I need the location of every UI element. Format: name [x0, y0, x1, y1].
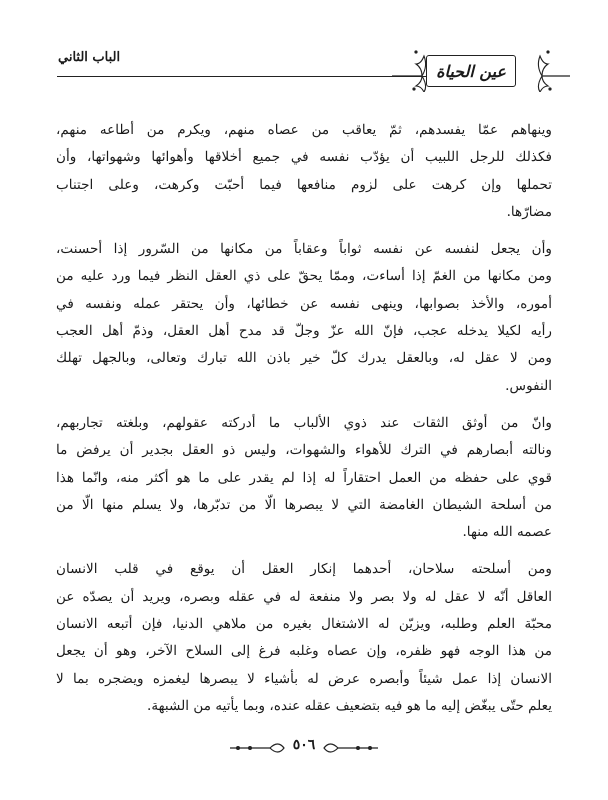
text-line: ومن أسلحته سلاحان، أحدهما إنكار العقل أن يوقع في قلب الانسان	[56, 561, 552, 578]
text-line: ومن مكانها من الغمّ إذا أساءت، وممّا يحقّ على ذي العقل النظر فيما ورد عليه من	[56, 268, 552, 285]
text-line: مضارّها.	[506, 203, 552, 220]
text-line: تحملها وإن كرهت على لزوم منافعها فيما أحبّت وكرهت، وعلى اجتناب	[56, 176, 552, 193]
header-rule	[57, 76, 438, 77]
page-body	[56, 117, 552, 730]
book-title: عين الحياة	[436, 61, 506, 81]
chapter-label: الباب الثاني	[58, 50, 121, 65]
text-line: وانّ من أوثق الثقات عند ذوي الألباب ما أدركته عقولهم، وبلغته تجاربهم،	[56, 414, 552, 431]
text-line: العاقل أنّه لا عقل له ولا بصر ولا منفعة له في عقله وبصره، ويريد أن يصدّه عن	[56, 588, 552, 605]
text-line: ونالته أبصارهم في الترك للأهواء والشهوات، وليس ذو العقل بجدير أن يرفض ما	[56, 442, 552, 459]
footer-ornament-left-icon	[230, 739, 286, 757]
text-line: النفوس.	[505, 377, 552, 394]
text-line: من هذا الوجه فهو ظفره، وإن عصاه وغلبه فرغ إلى السلاح الآخر، وهو أن يجعل	[56, 643, 552, 660]
text-line: قوي على حفظه من العمل احتقاراً له إذا لم يقدر على ما هو أكثر منه، وانّما هذا	[56, 469, 552, 486]
text-line: ومن لا عقل له، وبالعقل يدرك كلّ خير باذن الله تبارك وتعالى، وبالجهل تهلك	[56, 350, 552, 367]
text-line: وأن يجعل لنفسه عن نفسه ثواباً وعقاباً من مكانها من السّرور إذا أحسنت،	[56, 241, 552, 258]
text-line: يعلم حتّى يبغّض إليه ما هو فيه بتضعيف عقله عنده، وبما يأتيه من الشبهة.	[147, 697, 552, 714]
paragraph	[56, 556, 552, 720]
text-line: الانسان إذا عمل شيئاً وأبصره عرض له بأشياء لا يبصرها ليغمزه ويضجره بما لا	[56, 670, 552, 687]
paragraph	[56, 410, 552, 546]
book-title-box	[426, 55, 516, 87]
text-line: من أسلحة الشيطان الغامضة التي لا يبصرها الّا من تدبّرها، ولا يسلم منها الّا من	[56, 496, 552, 513]
paragraph	[56, 236, 552, 400]
page-header	[0, 0, 608, 100]
text-line: وينهاهم عمّا يفسدهم، ثمّ يعاقب من عصاه منهم، ويكرم من أطاعه منهم،	[56, 122, 552, 138]
text-line: أموره، والأخذ بصوابها، وينهى نفسه عن خطائها، وأن يحتقر عمله ونفسه في	[56, 295, 552, 312]
text-line: فكذلك للرجل اللبيب أن يؤدّب نفسه في جميع أخلاقها وأهوائها وشهواتها، وأن	[56, 149, 552, 166]
text-line: رأيه لكيلا يدخله عجب، فإنّ الله عزّ وجلّ قد مدح أهل العقل، وذمّ أهل العجب	[56, 323, 552, 340]
text-line: محبّة العلم وطلبه، ويزيّن له الاشتغال بغيره من ملاهي الدنيا، فإن أتبعه الانسان	[56, 616, 552, 633]
page-footer	[0, 733, 608, 763]
text-line: عصمه الله منها.	[462, 524, 552, 541]
page-number: ٥٠٦	[292, 737, 316, 753]
paragraph	[56, 117, 552, 226]
footer-ornament-right-icon	[322, 739, 378, 757]
